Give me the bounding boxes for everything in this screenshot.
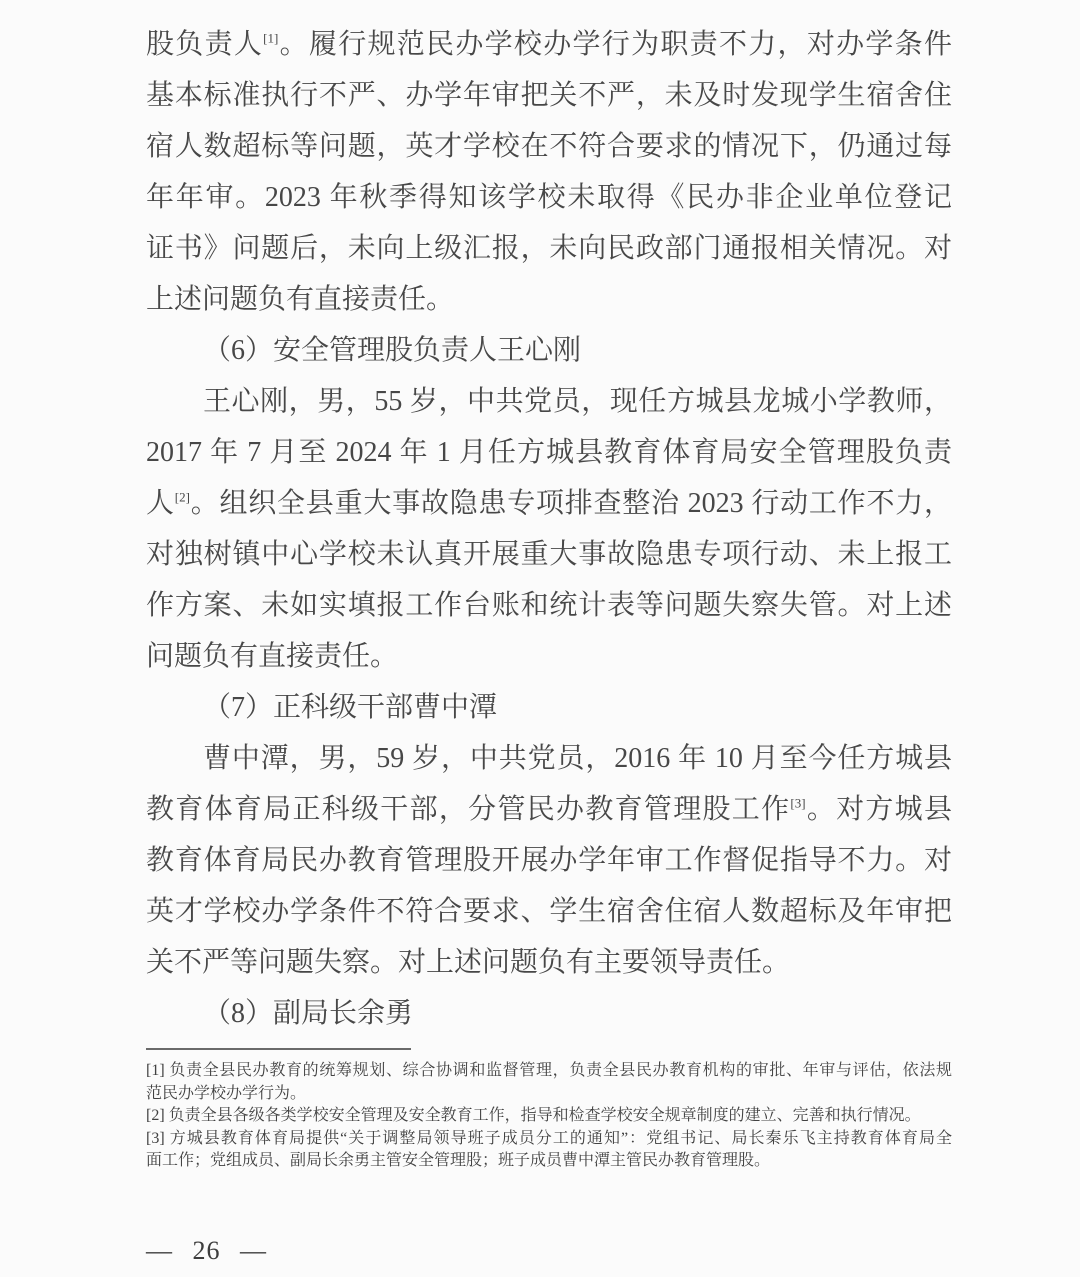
text-line: 作方案、未如实填报工作台账和统计表等问题失察失管。对上述 [146,590,952,621]
text-line: 证书》问题后，未向上级汇报，未向民政部门通报相关情况。对 [146,233,952,264]
body-text [146,19,952,1039]
text-line: 上述问题负有直接责任。 [146,284,455,315]
footnote-ref: [3] [790,795,806,811]
text-line: 面工作；党组成员、副局长余勇主管安全管理股；班子成员曹中潭主管民办教育管理股。 [146,1152,771,1169]
text-line: （8）副局长余勇 [203,998,414,1029]
text-line: 曹中潭，男，59 岁，中共党员，2016 年 10 月至今任方城县 [203,743,952,774]
page-number: — 26 — [146,1236,267,1265]
footnote-ref: [1] [263,30,279,46]
text-line: 关不严等问题失察。对上述问题负有主要领导责任。 [146,947,791,978]
text-line: 问题负有直接责任。 [146,641,399,672]
text-line: 宿人数超标等问题，英才学校在不符合要求的情况下，仍通过每 [146,131,952,162]
text-line: 教育体育局正科级干部，分管民办教育管理股工作[3]。对方城县 [146,794,952,825]
footnote-ref: [2] [174,489,190,505]
text-line: （7）正科级干部曹中潭 [203,692,498,723]
text-line: [3] 方城县教育体育局提供“关于调整局领导班子成员分工的通知”：党组书记、局长秦乐飞主持教育体育局全 [146,1129,952,1147]
text-line: 英才学校办学条件不符合要求、学生宿舍住宿人数超标及年审把 [146,896,952,927]
footnotes [146,1060,952,1173]
text-line: 年年审。2023 年秋季得知该学校未取得《民办非企业单位登记 [146,182,952,213]
text-line: 基本标准执行不严、办学年审把关不严，未及时发现学生宿舍住 [146,80,952,111]
text-line: 人[2]。组织全县重大事故隐患专项排查整治 2023 行动工作不力， [146,488,952,519]
text-line: （6）安全管理股负责人王心刚 [203,335,582,366]
text-line: [2] 负责全县各级各类学校安全管理及安全教育工作，指导和检查学校安全规章制度的建立、完善和执行情况。 [146,1107,921,1124]
text-line: 王心刚，男，55 岁，中共党员，现任方城县龙城小学教师， [203,386,952,417]
text-line: 2017 年 7 月至 2024 年 1 月任方城县教育体育局安全管理股负责 [146,437,952,468]
text-line: [1] 负责全县民办教育的统筹规划、综合协调和监督管理，负责全县民办教育机构的审批、年审与评估，依法规 [146,1062,952,1079]
text-line: 对独树镇中心学校未认真开展重大事故隐患专项行动、未上报工 [146,539,952,570]
text-line: 范民办学校办学行为。 [146,1084,307,1102]
text-line: 教育体育局民办教育管理股开展办学年审工作督促指导不力。对 [146,845,952,876]
text-line: 股负责人[1]。履行规范民办学校办学行为职责不力，对办学条件 [146,29,952,60]
footnote-separator [146,1048,411,1050]
